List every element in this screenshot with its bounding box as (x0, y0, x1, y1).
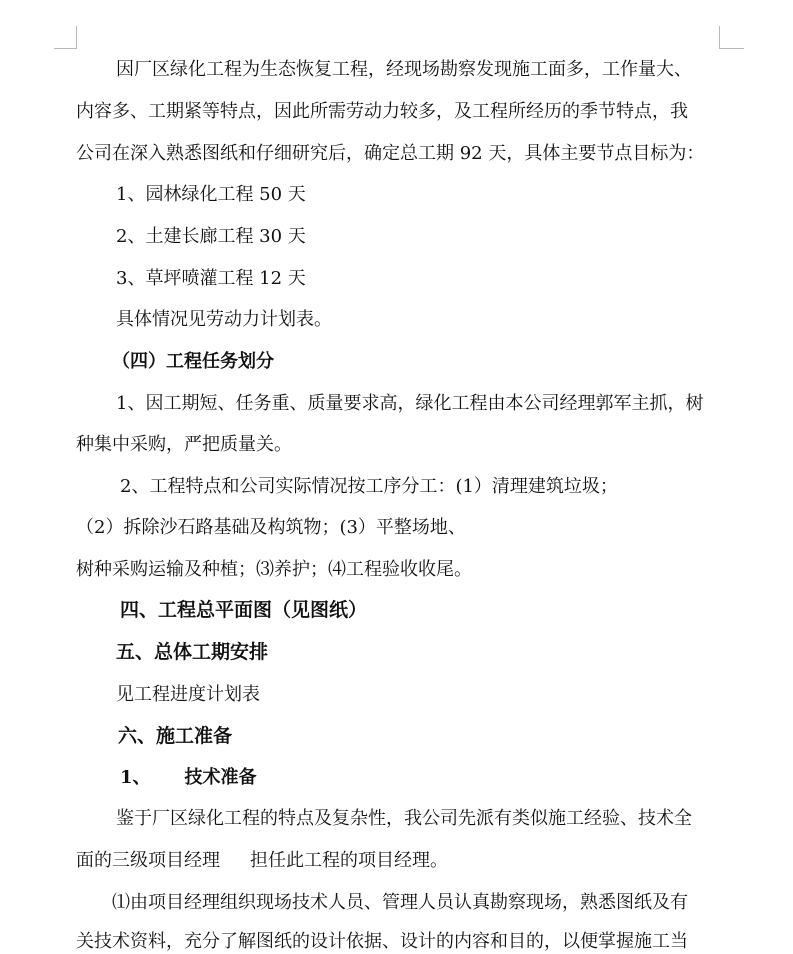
intro-line-3: 公司在深入熟悉图纸和仔细研究后，确定总工期 92 天，具体主要节点目标为： (76, 143, 705, 164)
section4-item2-line2: （2）拆除沙石路基础及构筑物；(3）平整场地、 (76, 517, 466, 538)
milestone-3: 3、草坪喷灌工程 12 天 (116, 268, 306, 289)
tech-para-line3: ⑴由项目经理组织现场技术人员、管理人员认真勘察现场，熟悉图纸及有 (112, 892, 688, 913)
subsection1-title: 技术准备 (184, 767, 257, 788)
tech-para-line4: 关技术资料，充分了解图纸的设计依据、设计的内容和目的，以便掌握施工当 (76, 931, 688, 952)
tech-para-line1: 鉴于厂区绿化工程的特点及复杂性，我公司先派有类似施工经验、技术全 (116, 808, 692, 829)
schedule-note: 见工程进度计划表 (116, 684, 260, 705)
intro-line-2: 内容多、工期紧等特点，因此所需劳动力较多，及工程所经历的季节特点，我 (76, 101, 688, 122)
tech-para-line2b: 担任此工程的项目经理。 (250, 850, 448, 871)
section4-item2-line1: 2、工程特点和公司实际情况按工序分工：(1）清理建筑垃圾； (120, 476, 618, 497)
chapter6-heading: 六、施工准备 (118, 725, 233, 747)
chapter4-heading: 四、工程总平面图（见图纸） (120, 599, 368, 621)
subsection1-heading (120, 766, 257, 790)
page-corner-top-left (54, 26, 77, 49)
labor-note: 具体情况见劳动力计划表。 (116, 309, 332, 330)
chapter5-heading: 五、总体工期安排 (116, 641, 269, 663)
tech-para-line2a: 面的三级项目经理 (76, 850, 220, 871)
milestone-1: 1、园林绿化工程 50 天 (116, 184, 306, 205)
intro-line-1: 因厂区绿化工程为生态恢复工程，经现场勘察发现施工面多，工作量大、 (116, 59, 692, 80)
section4-item1-line2: 种集中采购，严把质量关。 (76, 434, 292, 455)
section4-item2-line3: 树种采购运输及种植；⑶养护；⑷工程验收收尾。 (76, 559, 472, 580)
milestone-2: 2、土建长廊工程 30 天 (116, 226, 306, 247)
page-corner-top-right (719, 26, 744, 49)
subsection1-number: 1、 (120, 767, 151, 788)
tech-para-line2 (76, 849, 448, 873)
section4-heading: （四）工程任务划分 (112, 351, 274, 372)
section4-item1-line1: 1、因工期短、任务重、质量要求高，绿化工程由本公司经理郭军主抓，树 (116, 393, 704, 414)
